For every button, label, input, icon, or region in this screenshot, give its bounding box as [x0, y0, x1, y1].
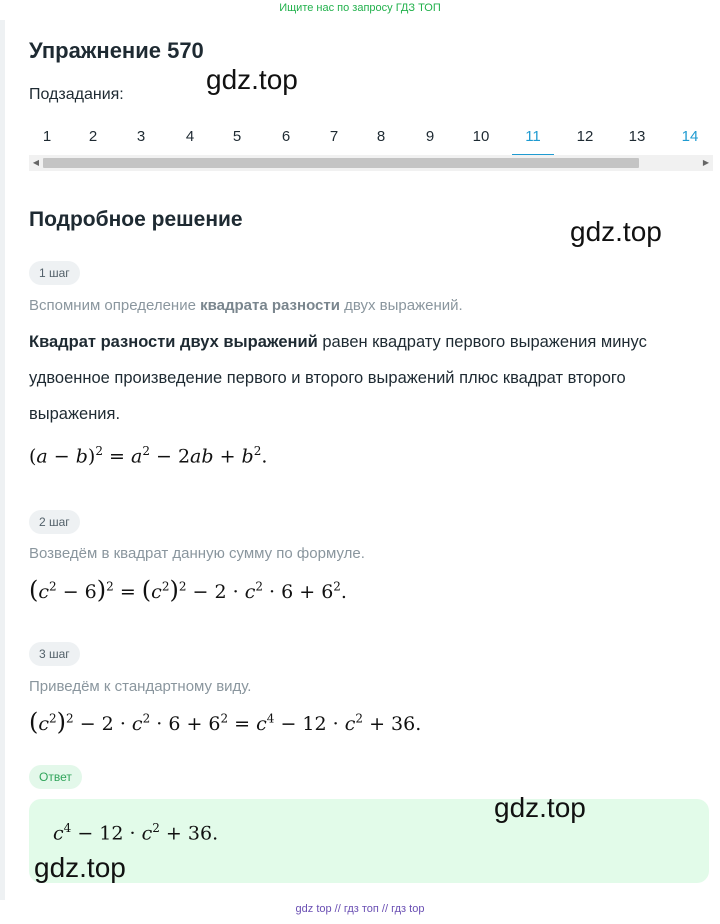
watermark: gdz.top: [570, 216, 662, 247]
tab-2[interactable]: 2: [88, 128, 98, 145]
footer-links[interactable]: gdz top // гдз топ // гдз top: [295, 903, 425, 915]
tab-13[interactable]: 13: [628, 128, 646, 145]
answer-formula: $c^4 - 12 \cdot c^2 + 36$.: [53, 821, 219, 845]
step-3-formula: $(c^2)^2 - 2 \cdot c^2 \cdot 6 + 6^2 = c^4 - 12 \cdot c^2 + 36$.: [29, 708, 422, 736]
step-3-badge: 3 шаг: [29, 642, 80, 666]
solution-title: Подробное решение: [29, 208, 243, 231]
step-1-formula: $(a - b)^2 = a^2 - 2ab + b^2$.: [29, 444, 268, 468]
tab-9[interactable]: 9: [425, 128, 435, 145]
tab-5[interactable]: 5: [232, 128, 242, 145]
tab-3[interactable]: 3: [136, 128, 146, 145]
tab-6[interactable]: 6: [281, 128, 291, 145]
watermark: gdz.top: [34, 852, 126, 883]
step-1-badge: 1 шаг: [29, 261, 80, 285]
top-banner: Ищите нас по запросу ГДЗ ТОП: [279, 2, 441, 14]
tab-12[interactable]: 12: [576, 128, 594, 145]
step-2-formula: $(c^2 - 6)^2 = (c^2)^2 - 2 \cdot c^2 \cdot 6 + 6^2$.: [29, 576, 347, 604]
step-1-hint: Вспомним определение квадрата разности двух выражений.: [29, 297, 463, 314]
watermark: gdz.top: [206, 64, 298, 95]
scroll-left-icon[interactable]: ◀: [32, 158, 40, 167]
tab-4[interactable]: 4: [185, 128, 195, 145]
tab-8[interactable]: 8: [376, 128, 386, 145]
step-1-definition: Квадрат разности двух выражений равен квадрату первого выражения минус удвоенное произведение первого и второго выражений плюс квадрат второго выражения.: [29, 333, 647, 423]
tab-11[interactable]: 11: [512, 122, 554, 156]
tab-14[interactable]: 14: [681, 128, 699, 145]
tab-10[interactable]: 10: [472, 128, 490, 145]
exercise-card: [5, 20, 720, 900]
tab-7[interactable]: 7: [329, 128, 339, 145]
subtasks-label: Подзадания:: [29, 86, 124, 103]
tabs-scrollbar[interactable]: [29, 155, 713, 171]
scrollbar-thumb[interactable]: [43, 158, 639, 168]
tab-1[interactable]: 1: [42, 128, 52, 145]
subtask-tabs: [29, 122, 719, 154]
exercise-title: Упражнение 570: [29, 38, 204, 63]
step-2-badge: 2 шаг: [29, 510, 80, 534]
step-3-hint: Приведём к стандартному виду.: [29, 678, 252, 695]
answer-badge: Ответ: [29, 765, 82, 789]
watermark: gdz.top: [494, 792, 586, 823]
scroll-right-icon[interactable]: ▶: [702, 158, 710, 167]
answer-box: [29, 799, 709, 883]
step-2-hint: Возведём в квадрат данную сумму по формуле.: [29, 545, 365, 562]
